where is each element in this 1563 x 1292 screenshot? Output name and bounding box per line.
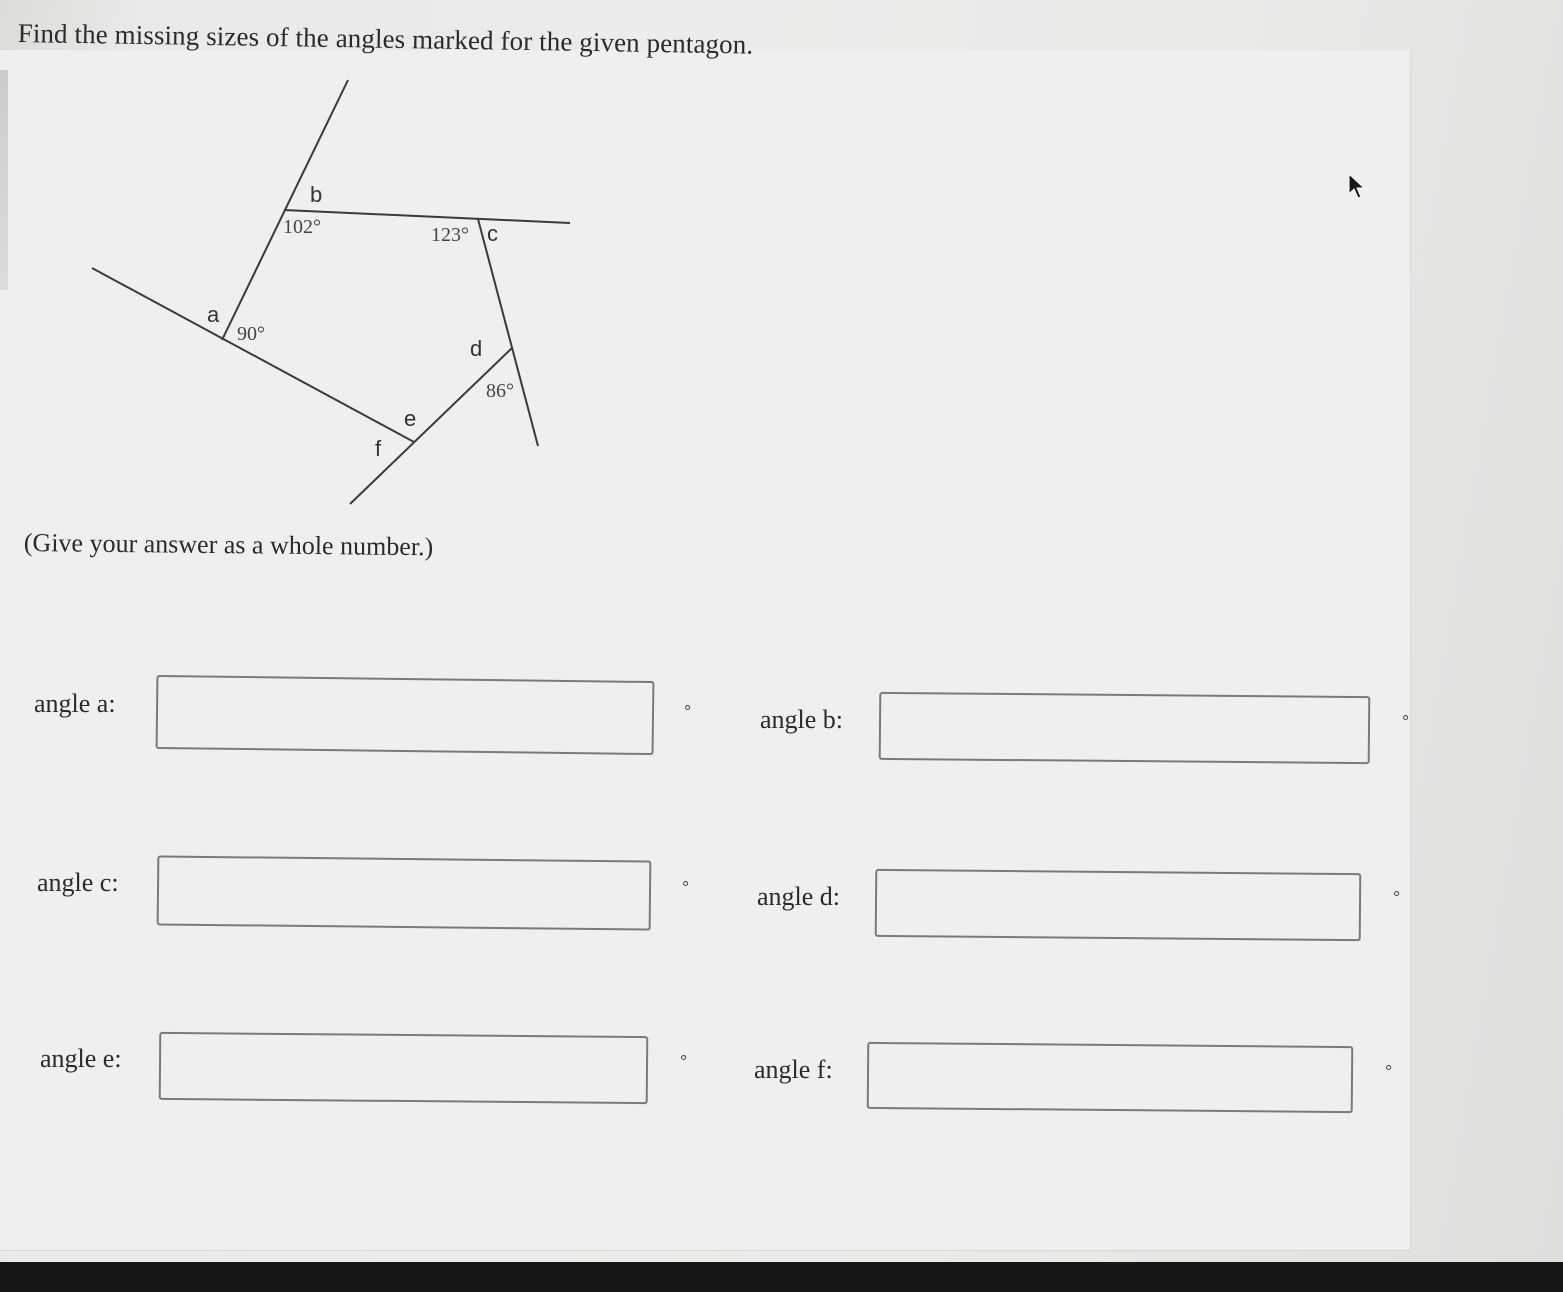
instruction-text: (Give your answer as a whole number.) — [23, 528, 434, 562]
pentagon-diagram — [0, 0, 620, 520]
angle-d-label: angle d: — [757, 882, 841, 911]
angle-c-degree: ° — [682, 878, 690, 898]
diagram-angle-90: 90° — [237, 323, 265, 345]
diagram-label-d: d — [470, 336, 483, 361]
angle-d-degree: ° — [1393, 888, 1401, 908]
angle-a-label: angle a: — [34, 689, 116, 718]
diagram-line-de — [350, 348, 512, 504]
angle-b-input[interactable] — [879, 692, 1371, 764]
diagram-label-e: e — [404, 406, 417, 431]
diagram-label-b: b — [310, 182, 323, 207]
angle-c-label: angle c: — [37, 868, 119, 897]
angle-e-label: angle e: — [40, 1044, 122, 1073]
diagram-line-bc — [284, 210, 570, 223]
diagram-line-cd — [478, 219, 538, 446]
diagram-angle-123: 123° — [431, 224, 469, 246]
angle-e-input[interactable] — [159, 1032, 649, 1104]
angle-a-input[interactable] — [156, 675, 655, 755]
angle-c-input[interactable] — [157, 855, 652, 930]
diagram-angle-86: 86° — [486, 380, 514, 402]
angle-b-degree: ° — [1402, 712, 1410, 732]
diagram-label-a: a — [207, 302, 220, 327]
diagram-label-c: c — [487, 221, 498, 246]
diagram-angle-102: 102° — [283, 216, 321, 238]
angle-f-input[interactable] — [867, 1042, 1354, 1113]
angle-a-degree: ° — [684, 702, 692, 722]
angle-b-label: angle b: — [760, 705, 844, 734]
angle-e-degree: ° — [680, 1052, 688, 1072]
diagram-label-f: f — [375, 436, 382, 461]
mouse-pointer-icon — [1346, 172, 1366, 200]
question-text: Find the missing sizes of the angles marked for the given pentagon. — [17, 18, 754, 60]
angle-d-input[interactable] — [875, 869, 1362, 941]
diagram-line-ea — [92, 268, 417, 442]
monitor-bezel — [0, 1262, 1563, 1292]
angle-f-degree: ° — [1385, 1062, 1393, 1082]
angle-f-label: angle f: — [754, 1055, 833, 1084]
